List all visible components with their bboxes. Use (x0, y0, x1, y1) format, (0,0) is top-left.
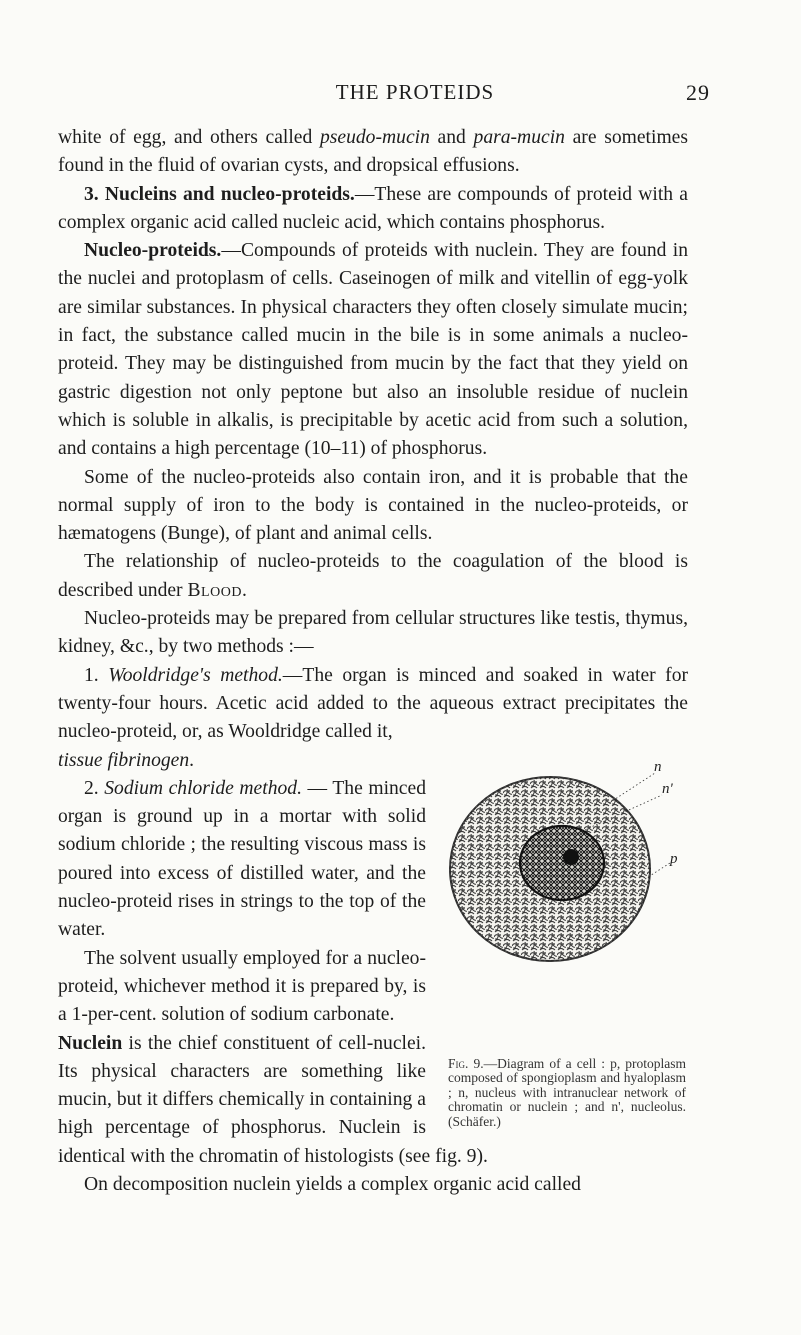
cell-diagram-image (440, 753, 688, 1053)
label-n: n (654, 758, 662, 775)
heading-nucleo-proteids: Nucleo-proteids. (84, 240, 222, 262)
term-para-mucin: para-mucin (473, 127, 565, 148)
nucleo-proteids-body: —Compounds of proteids with nuclein. They are found in the nuclei and protoplasm of cells. Caseinogen of milk and vitellin of egg-yolk are similar substances. In physical characters they often closely simulate mucin; in fact, the substance called mucin in the bile is in some animals a nucleo-proteid. They may be distinguished from mucin by the fact that they yield on gastric digestion not only peptone but also an insoluble residue of nuclein which is soluble in alkalis, is precipitable by acetic acid from such a solution, and contains a high percentage (10–11) of phosphorus. (58, 240, 688, 460)
paragraph-nucleo-proteids (58, 237, 688, 463)
method-wooldridge: Wooldridge's method. (108, 664, 283, 686)
xref-blood: Blood (187, 579, 242, 601)
paragraph-wooldridge (58, 662, 688, 747)
figure-cell-diagram (440, 753, 688, 1133)
running-title: THE PROTEIDS (335, 80, 495, 104)
label-p: p (670, 850, 678, 867)
nuclein-body: is the chief constituent of cell-nuclei. Its physical characters are something like mucin, but it differs chemically in containing a high percentage of phosphorus. Nuclein is identical with the chromatin of histologists (see fig. 9). (58, 1032, 488, 1167)
page-number: 29 (686, 80, 710, 105)
paragraph-coagulation (58, 548, 688, 605)
cell-nucleus (520, 826, 604, 900)
wooldridge-body: —The organ is minced and soaked in water for twenty-four hours. Acetic acid added to the aqueous extract precipitates the nucleo-proteid, or, as Wooldridge called it, (58, 664, 689, 743)
body-text (58, 124, 688, 1199)
label-n-prime: n' (662, 780, 673, 797)
coagulation-text: The relationship of nucleo-proteids to the coagulation of the blood is described under (58, 551, 688, 601)
paragraph-solvent: The solvent usually employed for a nucleo-proteid, whichever method it is prepared by, is a 1-per-cent. solution of sodium carbonate. (58, 947, 426, 1026)
caption-text: —Diagram of a cell : p, protoplasm composed of spongioplasm and hyaloplasm ; n, nucleus with intranuclear network of chromatin or nuclein ; and n', nucleolus. (Schäfer.) (448, 1055, 686, 1129)
paragraph-egg-white: white of egg, and others called pseudo-mucin and para-mucin are sometimes found in the fluid of ovarian cysts, and dropsical effusions. (58, 127, 689, 177)
method-number-1: 1. (84, 664, 109, 686)
term-tissue-fibrinogen: tissue fibrinogen (58, 749, 190, 771)
coagulation-end: . (241, 579, 247, 601)
heading-nuclein: Nuclein (58, 1032, 123, 1054)
nucleolus (563, 849, 579, 865)
running-header (120, 80, 710, 110)
paragraph-nucleins (58, 181, 688, 238)
wooldridge-end: . (189, 749, 195, 771)
term-pseudo-mucin: pseudo-mucin (319, 127, 430, 148)
paragraph-preparation: Nucleo-proteids may be prepared from cellular structures like testis, thymus, kidney, &c., by two methods :— (58, 608, 688, 658)
figure-caption (440, 1057, 688, 1130)
paragraph-iron: Some of the nucleo-proteids also contain iron, and it is probable that the normal supply of iron to the body is contained in the nucleo-proteids, or hæmatogens (Bunge), of plant and animal cells. (58, 466, 688, 545)
method-number-2: 2. (84, 777, 105, 799)
paragraph-decomposition: On decomposition nuclein yields a complex organic acid called (84, 1173, 581, 1195)
heading-nucleins: 3. Nucleins and nucleo-proteids. (84, 183, 355, 205)
caption-label: Fig. 9. (448, 1055, 484, 1071)
sodium-chloride-body: — The minced organ is ground up in a mortar with solid sodium chloride ; the resulting viscous mass is poured into excess of distilled water, and the nucleo-proteid rises in strings to the top of the water. (58, 777, 426, 941)
method-sodium-chloride: Sodium chloride method. (104, 777, 302, 799)
nucleins-body: —These are compounds of proteid with a complex organic acid called nucleic acid, which contains phosphorus. (58, 183, 688, 233)
